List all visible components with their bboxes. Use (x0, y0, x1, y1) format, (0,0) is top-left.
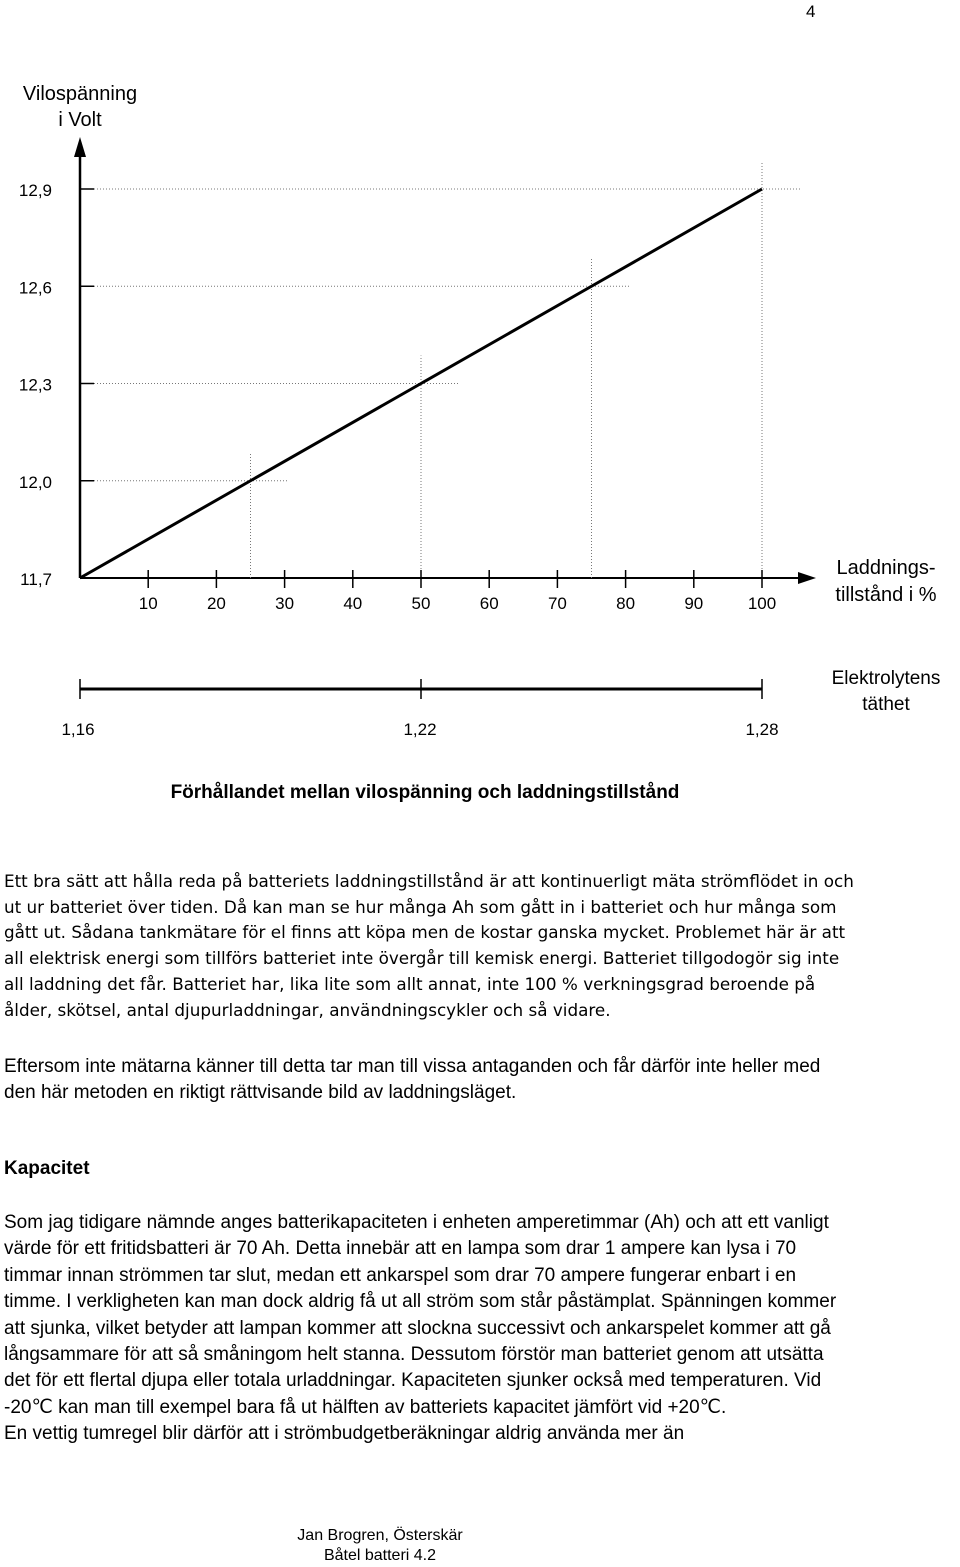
y-tick-label: 12,3 (18, 375, 52, 395)
y-tick-label: 12,6 (18, 278, 52, 298)
x-tick-label: 30 (275, 594, 295, 613)
x-tick-label: 80 (616, 594, 636, 613)
y-axis-arrowhead (74, 137, 86, 157)
x-tick-label: 10 (138, 594, 158, 613)
y-axis-label-line-2: i Volt (58, 109, 102, 131)
x-tick-label: 70 (547, 594, 567, 613)
x-tick-label: 90 (684, 594, 704, 613)
paragraph-rule-of-thumb: En vettig tumregel blir därför att i strömbudgetberäkningar aldrig använda mer än (4, 1423, 685, 1445)
footer-document: Båtel batteri 4.2 (323, 1547, 437, 1564)
paragraph-capacity-text: Som jag tidigare nämnde anges batterikapaciteten i enheten amperetimmar (Ah) och att ett vanligt värde för ett fritidsbatteri är 70 Ah. Detta innebär att en lampa som drar 1 ampere kan lysa i 70 timmar innan strömmen tar slut, medan ett ankarspel som drar 70 ampere fungerar enbart i en timme. I verkligheten kan man dock aldrig få ut all ström som står påstämplat. Spänningen kommer att sjunka, vilket betyder att lampan kommer att slockna successivt och ankarspelet kommer att gå långsammare för att så småningom helt stanna. Dessutom förstör man batteriet genom att utsätta det för ett flertal djupa eller totala urladdningar. Kapaciteten sjunker också med temperaturen. Vid -20℃ kan man till exempel bara få ut hälften av batteriets kapacitet jämfört vid +20℃. (4, 1212, 837, 1418)
chart-caption: Förhållandet mellan vilospänning och laddningstillstånd (170, 782, 680, 803)
y-tick-label: 11,7 (20, 570, 52, 589)
series-line (80, 189, 762, 578)
x-tick-label: 60 (479, 594, 499, 613)
paragraph-capacity (4, 1210, 854, 1448)
y-tick-label: 12,0 (18, 472, 52, 492)
y-tick-label: 12,9 (18, 181, 52, 200)
x-tick-label: 100 (747, 594, 777, 613)
x-axis-label-line-1: Laddnings- (836, 557, 936, 579)
footer-author: Jan Brogren, Österskär (297, 1527, 463, 1544)
paragraph-tank-meters: Ett bra sätt att hålla reda på batteriets laddningstillstånd är att kontinuerligt mäta strömflödet in och ut ur batteriet över tiden. Då kan man se hur många Ah som gått in i batteriet och hur många som gått ut. Sådana tankmätare för el finns att köpa men de kostar ganska mycket. Problemet här är att all elektrisk energi som tillförs batteriet inte övergår till kemisk energi. Batteriet tillgodogör sig inte all laddning det får. Batteriet har, lika lite som allt annat, inte 100 % verkningsgrad beroende på ålder, skötsel, antal djupurladdningar, användningscykler och så vidare. (4, 871, 854, 1020)
x-axis-label-line-2: tillstånd i % (835, 584, 937, 606)
x-tick-label: 40 (343, 594, 363, 613)
density-tick-label-1-22: 1,22 (403, 720, 437, 739)
x-tick-label: 50 (411, 594, 431, 613)
voltage-charge-chart (0, 0, 960, 760)
y-axis-label-line-1: Vilospänning (22, 83, 138, 105)
paragraph-assumptions: Eftersom inte mätarna känner till detta tar man till vissa antaganden och får därför inte heller med den här metoden en riktigt rättvisande bild av laddningsläget. (4, 1056, 821, 1103)
density-axis-label-line-2: täthet (862, 694, 910, 715)
x-axis-arrowhead (798, 572, 816, 584)
density-axis-label-line-1: Elektrolytens (831, 668, 941, 689)
density-tick-label-1-16: 1,16 (61, 720, 95, 739)
section-heading-kapacitet: Kapacitet (4, 1158, 90, 1179)
page-footer (0, 1526, 760, 1566)
page-number: 4 (806, 2, 816, 21)
x-tick-label: 20 (206, 594, 226, 613)
density-tick-label-1-28: 1,28 (745, 720, 779, 739)
